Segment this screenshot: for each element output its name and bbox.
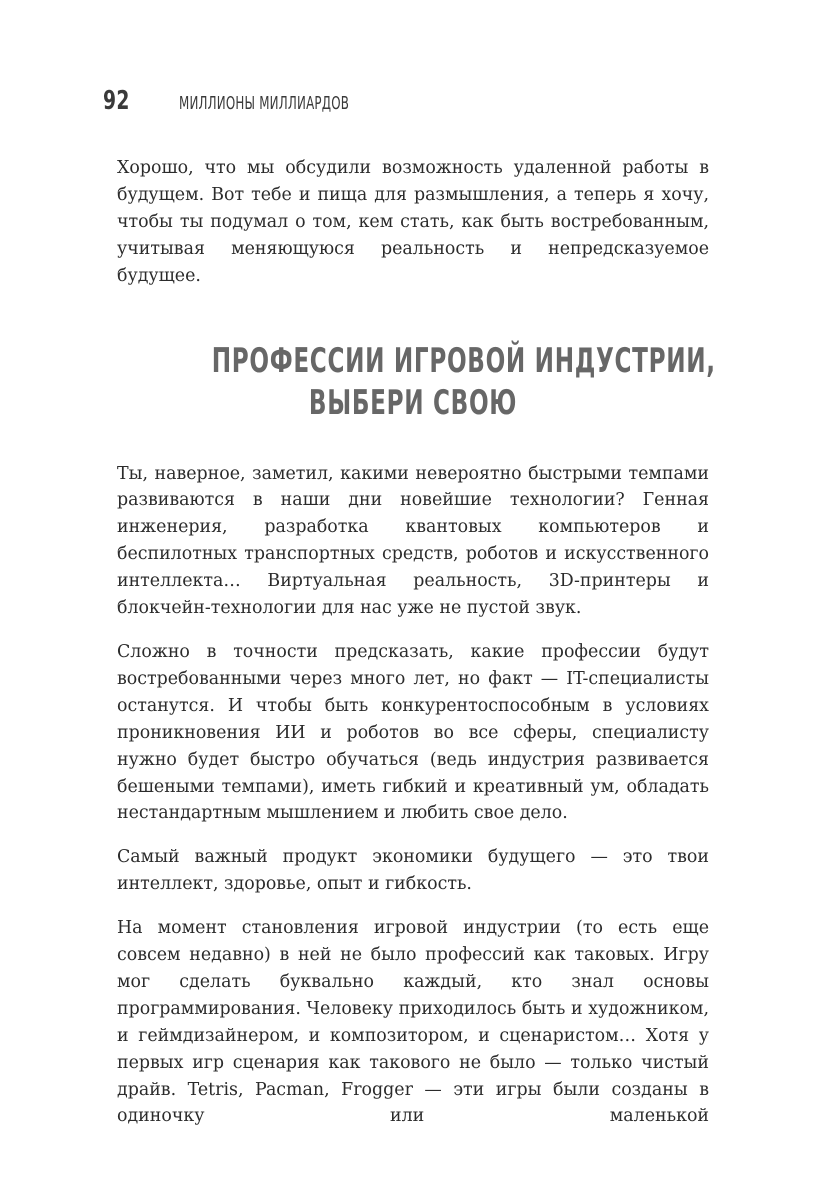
book-title: МИЛЛИОНЫ МИЛЛИАРДОВ bbox=[179, 93, 350, 114]
section-heading bbox=[117, 340, 716, 424]
intro-paragraph: Хорошо, что мы обсудили возможность удаленной работы в будущем. Вот тебе и пища для размышления, а теперь я хочу, чтобы ты подумал о том, кем стать, как быть востребованным, учитывая меняющуюся реальность и непредсказуемое будущее. bbox=[117, 158, 709, 286]
section-heading-line-1: ПРОФЕССИИ ИГРОВОЙ ИНДУСТРИИ, bbox=[211, 340, 716, 381]
page-body bbox=[117, 155, 716, 1130]
section-heading-line-2: ВЫБЕРИ СВОЮ bbox=[308, 382, 518, 423]
paragraph-economy: Самый важный продукт экономики будущего — это твои интеллект, здоровье, опыт и гибкость. bbox=[117, 847, 709, 895]
paragraph-professions: Сложно в точности предсказать, какие профессии будут востребованными через много лет, но факт — IT-специалисты останутся. И чтобы быть конкурентоспособным в условиях проникновения ИИ и роботов во все сферы, специалисту нужно будет быстро обучаться (ведь индустрия развивается бешеными темпами), иметь гибкий и креативный ум, обладать нестандартным мышлением и любить свое дело. bbox=[117, 641, 709, 824]
page-number: 92 bbox=[103, 86, 130, 116]
paragraph-technologies: Ты, наверное, заметил, какими невероятно быстрыми темпами развиваются в наши дни новейшие технологии? Генная инженерия, разработка квантовых компьютеров и беспилотных транспортных средств, роботов и искусственного интеллекта… Виртуальная реальность, 3D-принтеры и блокчейн-технологии для нас уже не пустой звук. bbox=[117, 463, 709, 619]
running-header bbox=[103, 86, 437, 116]
paragraph-industry-history: На момент становления игровой индустрии (то есть еще совсем недавно) в ней не было профессий как таковых. Игру мог сделать буквально каждый, кто знал основы программирования. Человеку приходилось быть и художником, и геймдизайнером, и композитором, и сценаристом… Хотя у первых игр сценария как такового не было — только чистый драйв. Tetris, Pacman, Frogger — эти игры были созданы в одиночку или маленькой bbox=[117, 918, 709, 1127]
